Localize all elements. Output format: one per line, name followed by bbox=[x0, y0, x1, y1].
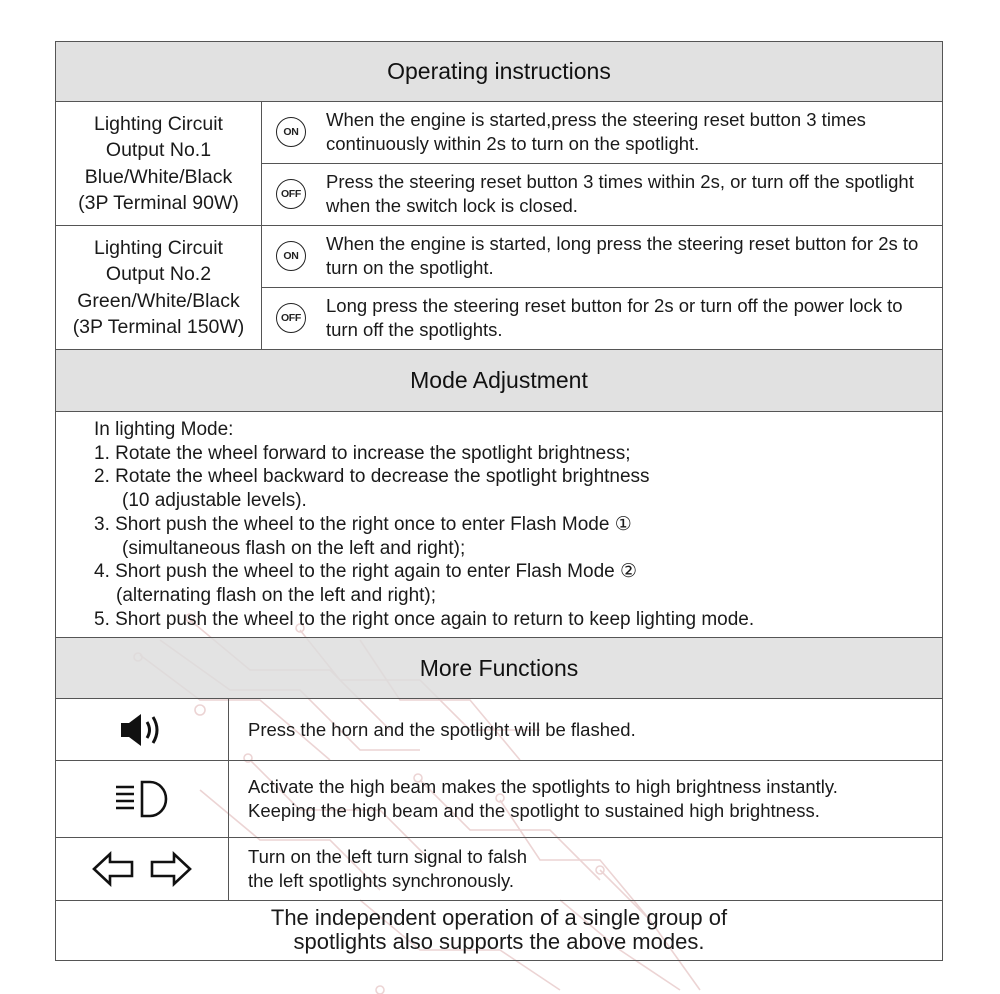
more-functions-title: More Functions bbox=[419, 654, 579, 681]
mode-intro: In lighting Mode: bbox=[94, 419, 234, 440]
mode-item-note: (simultaneous flash on the left and right); bbox=[122, 537, 466, 559]
high-beam-icon bbox=[112, 779, 172, 819]
on-badge-icon: ON bbox=[276, 117, 306, 147]
horn-speaker-icon bbox=[119, 710, 165, 750]
on-badge-icon: ON bbox=[276, 241, 306, 271]
turn-signal-arrows-icon bbox=[90, 849, 194, 889]
circuit-1-label-line: Blue/White/Black bbox=[84, 165, 233, 188]
mode-item: 1. Rotate the wheel forward to increase the spotlight brightness; bbox=[94, 442, 631, 464]
mode-item: 4. Short push the wheel to the right again to enter Flash Mode ② bbox=[94, 561, 638, 583]
circuit-1-on-text: When the engine is started,press the steering reset button 3 times continuously within 2s to turn on the spotlight. bbox=[326, 109, 866, 154]
footer-note bbox=[56, 901, 942, 959]
circuit-1-label-line: (3P Terminal 90W) bbox=[78, 192, 239, 214]
turn-signal-function-row bbox=[56, 838, 942, 901]
circuit-1-label bbox=[56, 102, 262, 225]
circuit-1-label-line: Lighting Circuit bbox=[94, 112, 223, 135]
mode-item: 2. Rotate the wheel backward to decrease the spotlight brightness bbox=[94, 466, 650, 488]
high-beam-text-line: Keeping the high beam and the spotlight to sustained high brightness. bbox=[248, 800, 820, 821]
circuit-2-label-line: (3P Terminal 150W) bbox=[72, 316, 245, 338]
circuit-1-row bbox=[56, 102, 942, 226]
mode-item-note: (alternating flash on the left and right); bbox=[116, 584, 437, 606]
mode-adjustment-body bbox=[56, 412, 942, 638]
footer-line: spotlights also supports the above modes. bbox=[293, 929, 705, 954]
high-beam-function-row bbox=[56, 761, 942, 838]
mode-item: 5. Short push the wheel to the right once again to return to keep lighting mode. bbox=[94, 608, 755, 630]
circuit-2-label-line: Green/White/Black bbox=[77, 289, 240, 312]
mode-adjustment-title: Mode Adjustment bbox=[410, 367, 588, 393]
circuit-2-off-row bbox=[262, 288, 942, 349]
mode-item: 3. Short push the wheel to the right once to enter Flash Mode ① bbox=[94, 513, 632, 535]
circuit-2-label-line: Output No.2 bbox=[105, 263, 212, 285]
turn-signal-text-line: Turn on the left turn signal to falsh bbox=[248, 846, 528, 867]
circuit-2-label bbox=[56, 226, 262, 349]
more-functions-header bbox=[56, 638, 942, 699]
circuit-2-off-text: Long press the steering reset button for 2s or turn off the power lock to turn off the spotlights. bbox=[326, 295, 903, 340]
footer-line: The independent operation of a single group of bbox=[270, 905, 728, 930]
circuit-1-off-text: Press the steering reset button 3 times within 2s, or turn off the spotlight when the switch lock is closed. bbox=[326, 171, 914, 216]
circuit-2-on-row bbox=[262, 226, 942, 288]
horn-function-text: Press the horn and the spotlight will be flashed. bbox=[248, 719, 636, 740]
circuit-1-on-row bbox=[262, 102, 942, 164]
circuit-2-label-line: Lighting Circuit bbox=[94, 236, 223, 259]
operating-instructions-header bbox=[56, 42, 942, 102]
off-badge-icon: OFF bbox=[276, 303, 306, 333]
circuit-1-label-line: Output No.1 bbox=[105, 139, 212, 161]
circuit-2-on-text: When the engine is started, long press the steering reset button for 2s to turn on the spotlight. bbox=[326, 233, 919, 278]
off-badge-icon: OFF bbox=[276, 179, 306, 209]
operating-instructions-title: Operating instructions bbox=[387, 58, 611, 84]
high-beam-text-line: Activate the high beam makes the spotlights to high brightness instantly. bbox=[248, 776, 838, 797]
mode-adjustment-header bbox=[56, 350, 942, 412]
mode-item-note: (10 adjustable levels). bbox=[122, 490, 307, 512]
circuit-2-row bbox=[56, 226, 942, 350]
turn-signal-text-line: the left spotlights synchronously. bbox=[248, 870, 514, 891]
circuit-1-off-row bbox=[262, 164, 942, 225]
horn-function-row bbox=[56, 699, 942, 761]
instruction-sheet bbox=[55, 41, 943, 961]
